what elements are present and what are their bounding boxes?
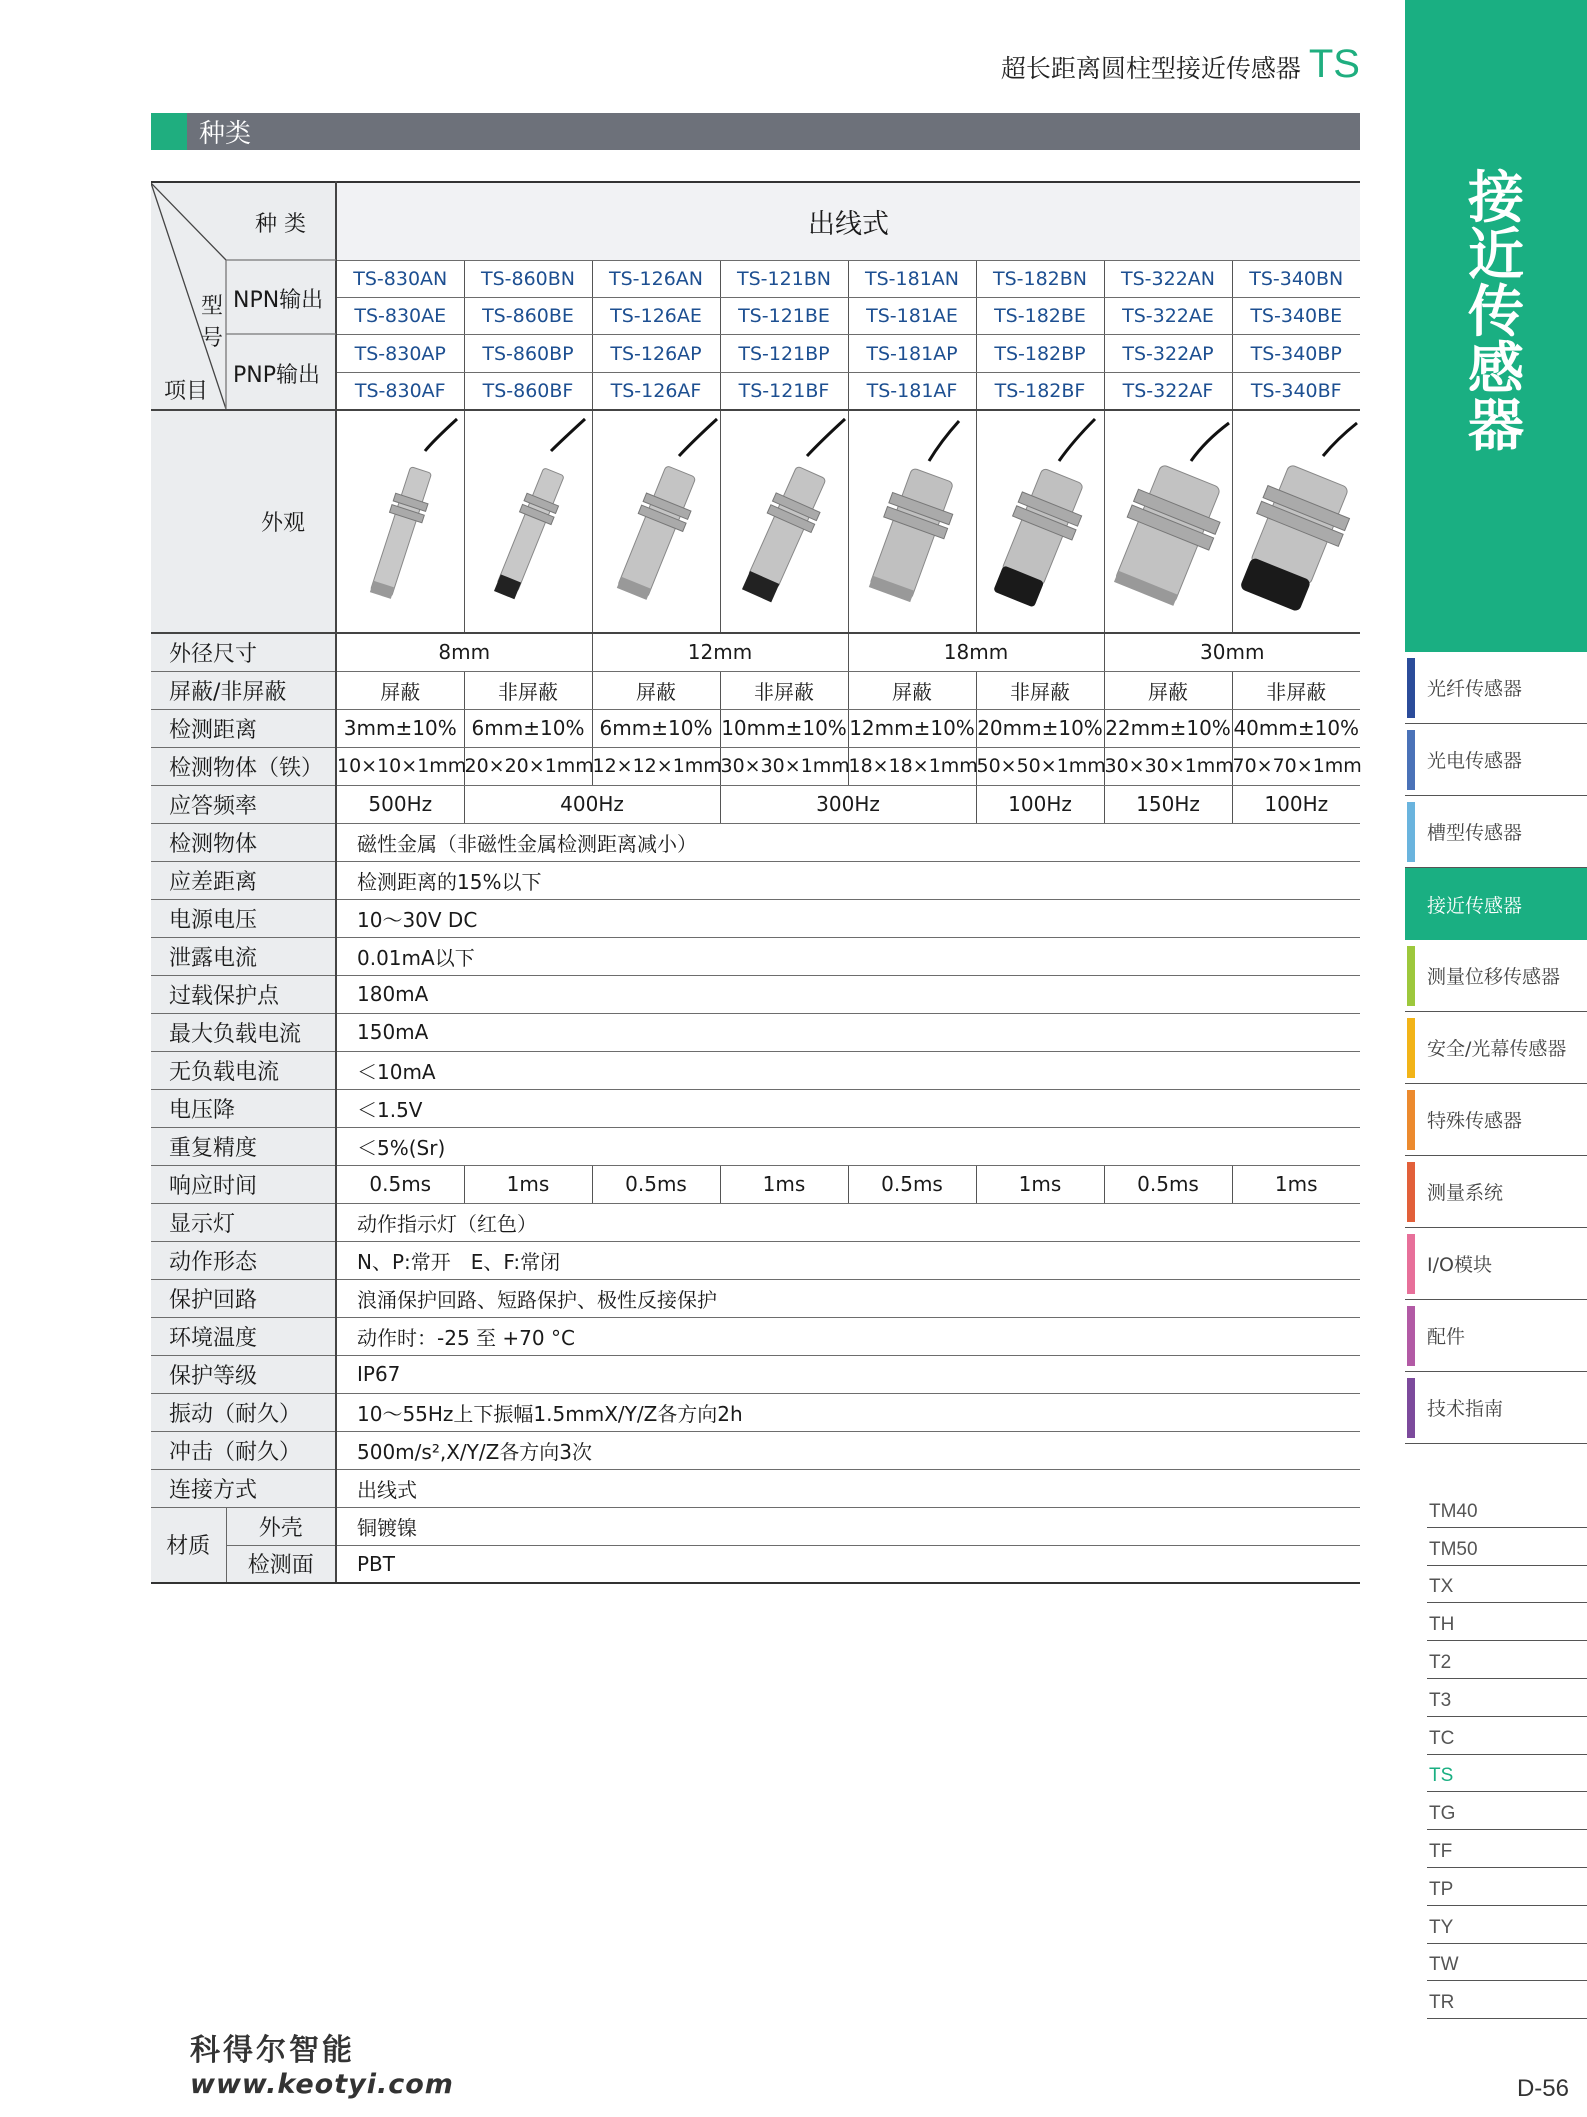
row-label: 应答频率 <box>151 785 336 823</box>
spec-table <box>151 181 1360 1584</box>
model-cell: TS-182BE <box>976 298 1104 335</box>
watermark-brand: 科得尔智能 <box>190 2033 355 2068</box>
value-cell: 300Hz <box>720 785 976 823</box>
nav-item-accessories[interactable] <box>1405 1300 1587 1372</box>
value-cell: 30×30×1mm <box>1104 747 1232 785</box>
material-face-value: PBT <box>336 1545 1360 1583</box>
spec-row <box>151 823 1360 861</box>
pnp-label: PNP输出 <box>233 363 320 388</box>
nav-item-safety[interactable] <box>1405 1012 1587 1084</box>
series-item[interactable]: TG <box>1427 1792 1587 1830</box>
model-cell: TS-322AN <box>1104 260 1232 297</box>
value-cell: 0.5ms <box>1104 1165 1232 1203</box>
row-label: 重复精度 <box>151 1127 336 1165</box>
value-cell: 1ms <box>720 1165 848 1203</box>
series-item[interactable]: TC <box>1427 1717 1587 1755</box>
material-shell-value: 铜镀镍 <box>336 1507 1360 1545</box>
npn-label: NPN输出 <box>233 288 324 313</box>
model-cell: TS-860BP <box>464 335 592 372</box>
nav-color-bar <box>1407 658 1415 718</box>
sensor-18mm-image <box>849 411 975 627</box>
sensor-30mm-image <box>1105 411 1231 627</box>
sensor-photo <box>1232 410 1360 633</box>
category-nav <box>1405 652 1587 1444</box>
series-nav <box>1427 1490 1587 2019</box>
value-cell: 屏蔽 <box>592 671 720 709</box>
spec-row <box>151 1013 1360 1051</box>
series-item[interactable]: TM40 <box>1427 1490 1587 1528</box>
value-cell: 1ms <box>464 1165 592 1203</box>
section-title: 种类 <box>199 119 252 149</box>
row-label: 冲击（耐久） <box>151 1431 336 1469</box>
watermark-url: www.keotyi.com <box>190 2069 454 2100</box>
table-corner <box>151 182 336 410</box>
spec-row <box>151 1089 1360 1127</box>
row-label: 屏蔽/非屏蔽 <box>151 671 336 709</box>
output-type-header: 出线式 <box>336 182 1360 260</box>
model-cell: TS-830AF <box>336 372 464 410</box>
row-label: 动作形态 <box>151 1241 336 1279</box>
model-cell: TS-340BF <box>1232 372 1360 410</box>
row-label: 电压降 <box>151 1089 336 1127</box>
spec-row <box>151 937 1360 975</box>
model-cell: TS-830AE <box>336 298 464 335</box>
value-cell: 10～55Hz上下振幅1.5mmX/Y/Z各方向2h <box>336 1393 1360 1431</box>
model-cell: TS-340BP <box>1232 335 1360 372</box>
row-label: 过载保护点 <box>151 975 336 1013</box>
nav-item-special[interactable] <box>1405 1084 1587 1156</box>
value-cell: 动作时：-25 至 +70 °C <box>336 1317 1360 1355</box>
material-face-label: 检测面 <box>226 1545 336 1583</box>
value-cell: 150mA <box>336 1013 1360 1051</box>
series-item[interactable]: TM50 <box>1427 1528 1587 1566</box>
nav-color-bar <box>1407 730 1415 790</box>
nav-label: 光电传感器 <box>1427 750 1523 772</box>
nav-item-io[interactable] <box>1405 1228 1587 1300</box>
value-cell: 500Hz <box>336 785 464 823</box>
value-cell: ＜10mA <box>336 1051 1360 1089</box>
row-label: 连接方式 <box>151 1469 336 1507</box>
value-cell: 10×10×1mm <box>336 747 464 785</box>
spec-row <box>151 1127 1360 1165</box>
value-cell: 20mm±10% <box>976 709 1104 747</box>
value-cell: 10mm±10% <box>720 709 848 747</box>
value-cell: 180mA <box>336 975 1360 1013</box>
series-item[interactable]: TW <box>1427 1944 1587 1982</box>
nav-color-bar <box>1407 1234 1415 1294</box>
row-label: 显示灯 <box>151 1203 336 1241</box>
material-shell-label: 外壳 <box>226 1507 336 1545</box>
value-cell: 20×20×1mm <box>464 747 592 785</box>
nav-item-measurement[interactable] <box>1405 1156 1587 1228</box>
value-cell: 屏蔽 <box>336 671 464 709</box>
model-cell: TS-322AP <box>1104 335 1232 372</box>
page-title-code: TS <box>1308 42 1360 86</box>
row-label: 无负载电流 <box>151 1051 336 1089</box>
spec-row <box>151 1279 1360 1317</box>
row-label: 检测距离 <box>151 709 336 747</box>
value-cell: 0.5ms <box>592 1165 720 1203</box>
series-item[interactable]: TX <box>1427 1566 1587 1604</box>
value-cell: 12×12×1mm <box>592 747 720 785</box>
value-cell: 1ms <box>976 1165 1104 1203</box>
value-cell: 40mm±10% <box>1232 709 1360 747</box>
nav-color-bar <box>1407 1090 1415 1150</box>
banner-char: 传 <box>1468 280 1524 345</box>
spec-row <box>151 1241 1360 1279</box>
sensor-8mm-unshielded-image <box>465 411 591 627</box>
section-header <box>151 113 1360 150</box>
sensor-photo <box>336 410 464 633</box>
banner-char: 近 <box>1468 223 1524 288</box>
spec-row <box>151 1203 1360 1241</box>
series-item[interactable]: T3 <box>1427 1679 1587 1717</box>
sensor-12mm-image <box>593 411 719 627</box>
value-cell: 屏蔽 <box>1104 671 1232 709</box>
model-cell: TS-126AF <box>592 372 720 410</box>
value-cell: IP67 <box>336 1355 1360 1393</box>
nav-color-bar <box>1407 1162 1415 1222</box>
nav-color-bar <box>1407 802 1415 862</box>
series-item[interactable]: TR <box>1427 1981 1587 2019</box>
nav-item-guide[interactable] <box>1405 1372 1587 1444</box>
value-cell: 6mm±10% <box>592 709 720 747</box>
material-face-row <box>151 1545 1360 1583</box>
model-cell: TS-121BE <box>720 298 848 335</box>
sensor-12mm-unshielded-image <box>721 411 847 627</box>
nav-color-bar <box>1407 1018 1415 1078</box>
nav-label: 测量位移传感器 <box>1427 966 1561 988</box>
spec-row <box>151 975 1360 1013</box>
model-cell: TS-181AE <box>848 298 976 335</box>
series-item-active[interactable]: TS <box>1427 1755 1587 1793</box>
nav-item-slot[interactable] <box>1405 796 1587 868</box>
category-banner-title <box>1405 166 1587 459</box>
model-cell: TS-322AF <box>1104 372 1232 410</box>
value-cell: 1ms <box>1232 1165 1360 1203</box>
value-cell: 8mm <box>336 633 592 671</box>
row-label: 外径尺寸 <box>151 633 336 671</box>
model-cell: TS-860BN <box>464 260 592 297</box>
value-cell: 检测距离的15%以下 <box>336 861 1360 899</box>
model-cell: TS-181AN <box>848 260 976 297</box>
frequency-row <box>151 785 1360 823</box>
value-cell: 非屏蔽 <box>720 671 848 709</box>
nav-label: 安全/光幕传感器 <box>1427 1038 1567 1060</box>
value-cell: 18mm <box>848 633 1104 671</box>
banner-char: 器 <box>1468 394 1524 459</box>
value-cell: ＜1.5V <box>336 1089 1360 1127</box>
page-title-text: 超长距离圆柱型接近传感器 <box>1000 54 1301 83</box>
value-cell: 非屏蔽 <box>464 671 592 709</box>
value-cell: 30×30×1mm <box>720 747 848 785</box>
row-label: 环境温度 <box>151 1317 336 1355</box>
nav-label: 特殊传感器 <box>1427 1110 1523 1132</box>
spec-row <box>151 1355 1360 1393</box>
distance-row <box>151 709 1360 747</box>
value-cell: 0.5ms <box>336 1165 464 1203</box>
model-cell: TS-181AP <box>848 335 976 372</box>
sensor-photo <box>976 410 1104 633</box>
value-cell: 50×50×1mm <box>976 747 1104 785</box>
model-cell: TS-121BN <box>720 260 848 297</box>
value-cell: N、P:常开 E、F:常闭 <box>336 1241 1360 1279</box>
value-cell: 动作指示灯（红色） <box>336 1203 1360 1241</box>
row-label: 保护等级 <box>151 1355 336 1393</box>
spec-row <box>151 1431 1360 1469</box>
model-cell: TS-182BN <box>976 260 1104 297</box>
nav-item-photoelectric[interactable] <box>1405 724 1587 796</box>
row-label: 泄露电流 <box>151 937 336 975</box>
value-cell: 磁性金属（非磁性金属检测距离减小） <box>336 823 1360 861</box>
value-cell: 6mm±10% <box>464 709 592 747</box>
model-cell: TS-121BF <box>720 372 848 410</box>
value-cell: 浪涌保护回路、短路保护、极性反接保护 <box>336 1279 1360 1317</box>
row-label: 响应时间 <box>151 1165 336 1203</box>
shield-row <box>151 671 1360 709</box>
row-label: 最大负载电流 <box>151 1013 336 1051</box>
value-cell: 非屏蔽 <box>976 671 1104 709</box>
sensor-8mm-image <box>337 411 463 627</box>
sensor-photo <box>592 410 720 633</box>
series-item[interactable]: TF <box>1427 1830 1587 1868</box>
nav-color-bar <box>1407 1306 1415 1366</box>
model-cell: TS-340BN <box>1232 260 1360 297</box>
nav-label: 技术指南 <box>1427 1398 1504 1420</box>
value-cell: 150Hz <box>1104 785 1232 823</box>
model-cell: TS-126AE <box>592 298 720 335</box>
appearance-row <box>151 410 1360 633</box>
corner-model-label: 型号 <box>201 294 224 351</box>
nav-item-proximity[interactable] <box>1405 868 1587 940</box>
value-cell: 18×18×1mm <box>848 747 976 785</box>
model-cell: TS-860BE <box>464 298 592 335</box>
diameter-row <box>151 633 1360 671</box>
model-cell: TS-340BE <box>1232 298 1360 335</box>
spec-row <box>151 861 1360 899</box>
sensor-photo <box>464 410 592 633</box>
value-cell: 屏蔽 <box>848 671 976 709</box>
appearance-label: 外观 <box>151 410 336 633</box>
nav-label: I/O模块 <box>1427 1254 1492 1276</box>
material-shell-row <box>151 1507 1360 1545</box>
value-cell: 3mm±10% <box>336 709 464 747</box>
nav-color-bar <box>1407 946 1415 1006</box>
watermark <box>190 2025 454 2100</box>
target-row <box>151 747 1360 785</box>
row-label: 振动（耐久） <box>151 1393 336 1431</box>
value-cell: 500m/s²,X/Y/Z各方向3次 <box>336 1431 1360 1469</box>
response-row <box>151 1165 1360 1203</box>
series-item[interactable]: TH <box>1427 1603 1587 1641</box>
value-cell: 22mm±10% <box>1104 709 1232 747</box>
model-cell: TS-126AP <box>592 335 720 372</box>
model-cell: TS-322AE <box>1104 298 1232 335</box>
model-cell: TS-182BP <box>976 335 1104 372</box>
series-item[interactable]: T2 <box>1427 1641 1587 1679</box>
spec-row <box>151 899 1360 937</box>
value-cell: 400Hz <box>464 785 720 823</box>
series-item[interactable]: TY <box>1427 1906 1587 1944</box>
value-cell: 0.01mA以下 <box>336 937 1360 975</box>
sensor-18mm-unshielded-image <box>977 411 1103 627</box>
page-title <box>1001 42 1360 87</box>
value-cell: 100Hz <box>976 785 1104 823</box>
value-cell: 70×70×1mm <box>1232 747 1360 785</box>
row-label: 应差距离 <box>151 861 336 899</box>
section-marker <box>151 113 187 150</box>
value-cell: 出线式 <box>336 1469 1360 1507</box>
spec-row <box>151 1051 1360 1089</box>
nav-item-fiber[interactable] <box>1405 652 1587 724</box>
value-cell: 12mm±10% <box>848 709 976 747</box>
spec-row <box>151 1317 1360 1355</box>
nav-label: 槽型传感器 <box>1427 822 1523 844</box>
model-cell: TS-830AN <box>336 260 464 297</box>
sensor-photo <box>848 410 976 633</box>
model-cell: TS-121BP <box>720 335 848 372</box>
sensor-photo <box>1104 410 1232 633</box>
model-cell: TS-860BF <box>464 372 592 410</box>
value-cell: 30mm <box>1104 633 1360 671</box>
row-label: 检测物体（铁） <box>151 747 336 785</box>
banner-char: 接 <box>1468 166 1524 231</box>
row-label: 电源电压 <box>151 899 336 937</box>
nav-label: 测量系统 <box>1427 1182 1504 1204</box>
value-cell: ＜5%(Sr) <box>336 1127 1360 1165</box>
page-number: D-56 <box>1516 2075 1569 2102</box>
nav-label: 接近传感器 <box>1427 894 1523 917</box>
category-banner <box>1405 0 1587 652</box>
row-label: 检测物体 <box>151 823 336 861</box>
value-cell: 10～30V DC <box>336 899 1360 937</box>
value-cell: 非屏蔽 <box>1232 671 1360 709</box>
sensor-photo <box>720 410 848 633</box>
nav-label: 光纤传感器 <box>1427 678 1523 700</box>
spec-row <box>151 1393 1360 1431</box>
value-cell: 12mm <box>592 633 848 671</box>
nav-item-displacement[interactable] <box>1405 940 1587 1012</box>
nav-color-bar <box>1407 1378 1415 1438</box>
row-label: 保护回路 <box>151 1279 336 1317</box>
sensor-30mm-unshielded-image <box>1233 411 1359 627</box>
model-cell: TS-182BF <box>976 372 1104 410</box>
corner-kind-label: 种 类 <box>255 212 306 237</box>
nav-label: 配件 <box>1427 1326 1466 1348</box>
value-cell: 100Hz <box>1232 785 1360 823</box>
spec-row <box>151 1469 1360 1507</box>
model-cell: TS-126AN <box>592 260 720 297</box>
corner-item-label: 项目 <box>164 379 209 404</box>
model-cell: TS-830AP <box>336 335 464 372</box>
material-label: 材质 <box>151 1507 226 1583</box>
banner-char: 感 <box>1468 337 1524 402</box>
model-cell: TS-181AF <box>848 372 976 410</box>
series-item[interactable]: TP <box>1427 1868 1587 1906</box>
value-cell: 0.5ms <box>848 1165 976 1203</box>
